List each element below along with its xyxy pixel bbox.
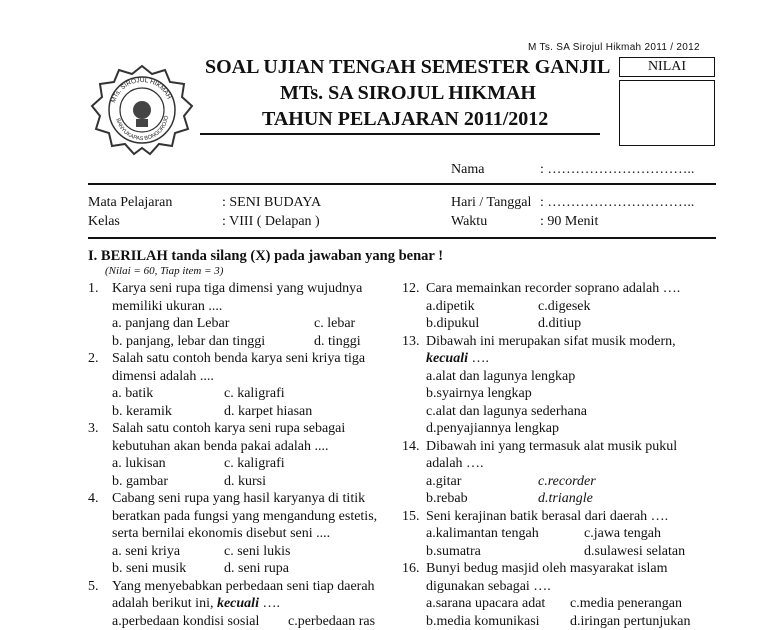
option-c[interactable]: c.media penerangan <box>570 596 682 611</box>
question-number: 15. <box>402 508 420 524</box>
question-15 <box>402 508 722 526</box>
nilai-label: NILAI <box>647 59 687 74</box>
question-number: 16. <box>402 561 420 576</box>
svg-text:MTs. SIROJUL HIKMAH <box>110 77 173 104</box>
option-c[interactable]: c. lebar <box>314 316 356 331</box>
question-text: serta bernilai ekonomis disebut seni .... <box>112 526 331 541</box>
option-d[interactable]: d.penyajiannya lengkap <box>426 421 559 436</box>
question-text: Cara memainkan recorder soprano adalah …. <box>426 281 681 296</box>
kecuali-emphasis: kecuali <box>216 596 259 611</box>
question-text: Bunyi bedug masjid oleh masyarakat islam <box>426 561 668 576</box>
question-number: 5. <box>88 578 99 594</box>
option-a[interactable]: a. seni kriya <box>112 543 181 559</box>
option-d[interactable]: d.sulawesi selatan <box>584 543 686 559</box>
nama-field[interactable]: : ………………………….. <box>540 162 695 177</box>
option-b[interactable]: b.media komunikasi <box>426 613 540 629</box>
nilai-label-box <box>619 57 715 77</box>
question-text: beratkan pada fungsi yang mengandung estetis, <box>112 508 378 524</box>
question-text: Karya seni rupa tiga dimensi yang wujudnya <box>112 281 363 296</box>
question-1 <box>88 280 398 298</box>
question-text: adalah berikut ini, kecuali …. <box>112 596 280 611</box>
mapel-label: Mata Pelajaran <box>88 195 173 210</box>
question-text: dimensi adalah .... <box>112 368 214 384</box>
option-c[interactable]: c.jawa tengah <box>584 526 661 541</box>
question-16 <box>402 560 722 578</box>
option-b[interactable]: b. seni musik <box>112 561 187 576</box>
question-text: adalah …. <box>426 456 484 471</box>
left-question-column <box>88 280 398 630</box>
option-d[interactable]: d. kursi <box>224 473 266 489</box>
hari-field[interactable]: : ………………………….. <box>540 195 695 210</box>
mapel-value: : SENI BUDAYA <box>222 195 322 210</box>
question-number: 13. <box>402 333 420 349</box>
question-text: Cabang seni rupa yang hasil karyanya di titik <box>112 491 366 506</box>
option-c[interactable]: c.alat dan lagunya sederhana <box>426 403 587 419</box>
seal-text-bottom: BANYUKAPAS BONGOROJO <box>114 115 170 143</box>
question-number: 14. <box>402 438 420 454</box>
option-a[interactable]: a. panjang dan Lebar <box>112 316 230 331</box>
question-text: Dibawah ini yang termasuk alat musik pukul <box>426 438 678 454</box>
option-c[interactable]: c. seni lukis <box>224 543 291 559</box>
question-text: Seni kerajinan batik berasal dari daerah …. <box>426 508 669 524</box>
question-number: 3. <box>88 421 99 436</box>
identity-top-rule <box>88 183 716 185</box>
section-note: (Nilai = 60, Tiap item = 3) <box>105 265 224 277</box>
question-number: 4. <box>88 491 99 506</box>
title-line-3: TAHUN PELAJARAN 2011/2012 <box>262 108 549 130</box>
option-a[interactable]: a.dipetik <box>426 298 475 314</box>
option-d[interactable]: d.ditiup <box>538 316 582 331</box>
option-a[interactable]: a.sarana upacara adat <box>426 596 546 611</box>
question-text: Salah satu contoh karya seni rupa sebagai <box>112 421 346 436</box>
option-c[interactable]: c. kaligrafi <box>224 456 285 471</box>
nama-label: Nama <box>451 162 485 177</box>
hari-label: Hari / Tanggal <box>451 195 532 210</box>
title-line-1: SOAL UJIAN TENGAH SEMESTER GANJIL <box>205 56 611 78</box>
option-c[interactable]: c. kaligrafi <box>224 386 285 401</box>
option-d[interactable]: d.triangle <box>538 491 593 506</box>
question-text: memiliki ukuran .... <box>112 298 223 314</box>
option-b[interactable]: b.dipukul <box>426 316 480 331</box>
question-text: Salah satu contoh benda karya seni kriya tiga <box>112 351 366 366</box>
question-12 <box>402 280 722 298</box>
header-small-text: M Ts. SA Sirojul Hikmah 2011 / 2012 <box>528 42 700 53</box>
option-b[interactable]: b. keramik <box>112 403 172 419</box>
option-b[interactable]: b.syairnya lengkap <box>426 386 532 401</box>
question-text: Dibawah ini merupakan sifat musik modern, <box>426 333 676 349</box>
question-number: 2. <box>88 351 99 366</box>
question-3 <box>88 420 398 438</box>
option-d[interactable]: d. karpet hiasan <box>224 403 313 419</box>
option-c[interactable]: c.recorder <box>538 473 596 489</box>
question-text: digunakan sebagai …. <box>426 578 551 594</box>
option-a[interactable]: a.kalimantan tengah <box>426 526 539 541</box>
title-underline <box>200 133 600 135</box>
title-line-2: MTs. SA SIROJUL HIKMAH <box>280 82 536 104</box>
option-b[interactable]: b. panjang, lebar dan tinggi <box>112 333 266 349</box>
question-number: 1. <box>88 281 99 296</box>
nilai-score-box[interactable] <box>619 80 715 146</box>
question-4 <box>88 490 398 508</box>
option-b[interactable]: b. gambar <box>112 473 168 489</box>
question-13 <box>402 333 722 351</box>
waktu-label: Waktu <box>451 214 488 229</box>
waktu-value: : 90 Menit <box>540 214 599 229</box>
question-5 <box>88 578 398 596</box>
option-d[interactable]: d. seni rupa <box>224 561 289 576</box>
option-a[interactable]: a.alat dan lagunya lengkap <box>426 368 576 384</box>
option-b[interactable]: b.rebab <box>426 491 468 506</box>
option-d[interactable]: d.iringan pertunjukan <box>570 613 691 629</box>
option-a[interactable]: a.gitar <box>426 473 462 489</box>
section-heading: I. BERILAH tanda silang (X) pada jawaban yang benar ! <box>88 248 444 264</box>
question-number: 12. <box>402 281 420 296</box>
option-a[interactable]: a. lukisan <box>112 456 166 471</box>
identity-bottom-rule <box>88 237 716 239</box>
question-2 <box>88 350 398 368</box>
option-c[interactable]: c.digesek <box>538 298 591 314</box>
option-c[interactable]: c.perbedaan ras <box>288 613 376 629</box>
question-text: Yang menyebabkan perbedaan seni tiap daerah <box>112 578 375 594</box>
option-a[interactable]: a. batik <box>112 386 154 401</box>
seal-text-top: MTs. SIROJUL HIKMAH <box>110 76 173 104</box>
right-question-column <box>402 280 722 630</box>
kecuali-emphasis: kecuali <box>426 351 468 366</box>
kelas-value: : VIII ( Delapan ) <box>222 214 320 229</box>
question-text: kecuali …. <box>426 351 489 366</box>
option-d[interactable]: d. tinggi <box>314 333 361 349</box>
question-text: kebutuhan akan benda pakai adalah .... <box>112 438 329 454</box>
school-seal-logo <box>88 64 196 156</box>
question-14 <box>402 438 722 456</box>
option-b[interactable]: b.sumatra <box>426 543 481 559</box>
option-a[interactable]: a.perbedaan kondisi sosial <box>112 613 260 629</box>
kelas-label: Kelas <box>88 214 120 229</box>
